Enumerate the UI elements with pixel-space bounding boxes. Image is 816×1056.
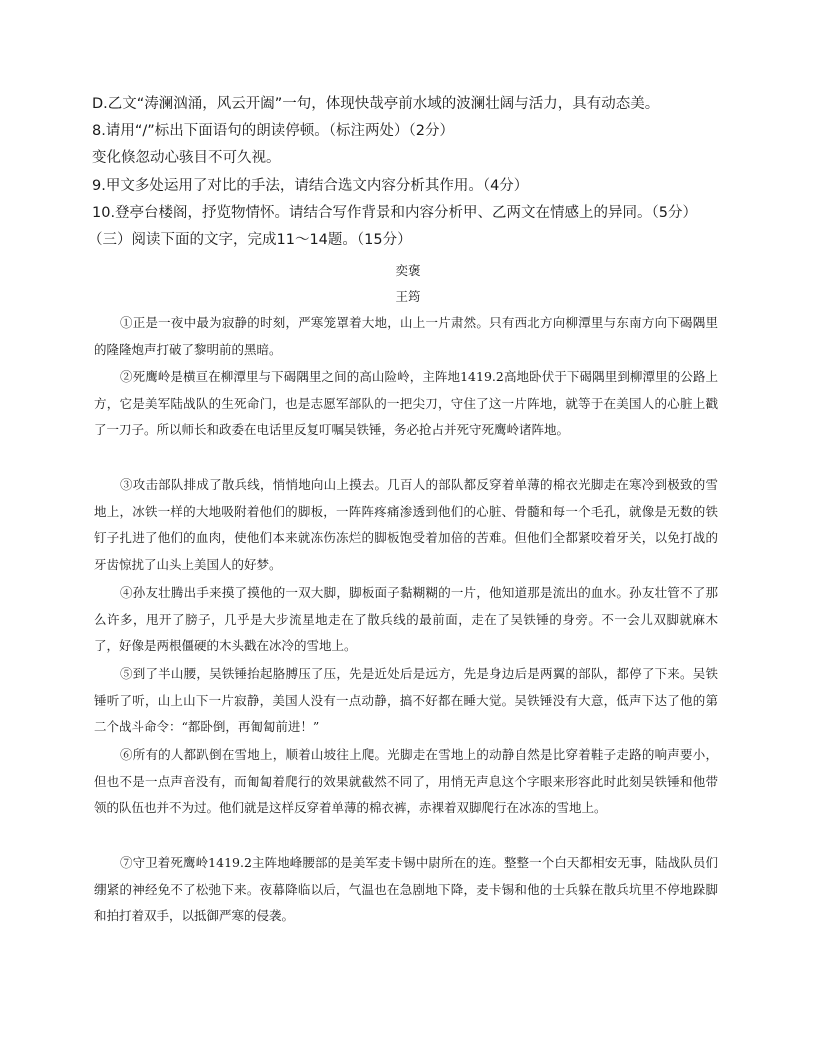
section-three-heading: （三）阅读下面的文字，完成11～14题。（15分） [88,232,412,248]
question-10: 10.登亭台楼阁，抒览物情怀。请结合写作背景和内容分析甲、乙两文在情感上的异同。（5分） [92,205,698,221]
question-9: 9.甲文多处运用了对比的手法，请结合选文内容分析其作用。（4分） [92,178,529,194]
article-paragraph-3: ③攻击部队排成了散兵线，悄悄地向山上摸去。几百人的部队都反穿着单薄的棉衣光脚走在寒冷到极致的雪地上，冰铁一样的大地吸附着他们的脚板，一阵阵疼痛渗透到他们的心脏、骨髓和每一个毛孔，就像是无数的铁钉子扎进了他们的血肉，使他们本来就冻伤冻烂的脚板饱受着加倍的苦难。但他们全都紧咬着牙关，以免打战的牙齿惊扰了山头上美国人的好梦。 [94,477,718,572]
article-paragraph-1: ①正是一夜中最为寂静的时刻，严寒笼罩着大地，山上一片肃然。只有西北方向柳潭里与东南方向下碣隅里的隆隆炮声打破了黎明前的黑暗。 [94,315,718,357]
article-paragraph-6: ⑥所有的人都趴倒在雪地上，顺着山坡往上爬。光脚走在雪地上的动静自然是比穿着鞋子走路的响声要小，但也不是一点声音没有，而匍匐着爬行的效果就截然不同了，用悄无声息这个字眼来形容此时此刻吴铁锤和他带领的队伍也并不为过。他们就是这样反穿着单薄的棉衣裤，赤裸着双脚爬行在冰冻的雪地上。 [94,747,718,816]
question-d-option: D.乙文“涛澜汹涌，风云开阖”一句，体现快哉亭前水域的波澜壮阔与活力，具有动态美。 [92,96,660,112]
question-8-sentence: 变化倏忽动心骇目不可久视。 [92,150,281,166]
article-author: 王筠 [395,289,421,304]
article-paragraph-2: ②死鹰岭是横亘在柳潭里与下碣隅里之间的高山险岭，主阵地1419.2高地卧伏于下碣隅里到柳潭里的公路上方，它是美军陆战队的生死命门，也是志愿军部队的一把尖刀，守住了这一片阵地，就等于在美国人的心脏上戳了一刀子。所以师长和政委在电话里反复叮嘱吴铁锤，务必抢占并死守死鹰岭诸阵地。 [94,369,718,438]
article-title: 奕褒 [395,263,421,278]
article-paragraph-7: ⑦守卫着死鹰岭1419.2主阵地峰腰部的是美军麦卡锡中尉所在的连。整整一个白天都相安无事，陆战队员们绷紧的神经免不了松弛下来。夜幕降临以后，气温也在急剧地下降，麦卡锡和他的士兵躲在散兵坑里不停地跺脚和拍打着双手，以抵御严寒的侵袭。 [94,855,718,924]
question-8: 8.请用“/”标出下面语句的朗读停顿。（标注两处）（2分） [92,123,454,139]
article-paragraph-4: ④孙友壮腾出手来摸了摸他的一双大脚，脚板面子黏糊糊的一片，他知道那是流出的血水。孙友壮管不了那么许多，甩开了膀子，几乎是大步流星地走在了散兵线的最前面，走在了吴铁锤的身旁。不一会儿双脚就麻木了，好像是两根僵硬的木头戳在冰冷的雪地上。 [94,585,718,654]
article-paragraph-5: ⑤到了半山腰，吴铁锤抬起胳膊压了压，先是近处后是远方，先是身边后是两翼的部队，都停了下来。吴铁锤听了听，山上山下一片寂静，美国人没有一点动静，搞不好都在睡大觉。吴铁锤没有大意，低声下达了他的第二个战斗命令：“都卧倒，再匍匐前进！” [94,666,718,735]
